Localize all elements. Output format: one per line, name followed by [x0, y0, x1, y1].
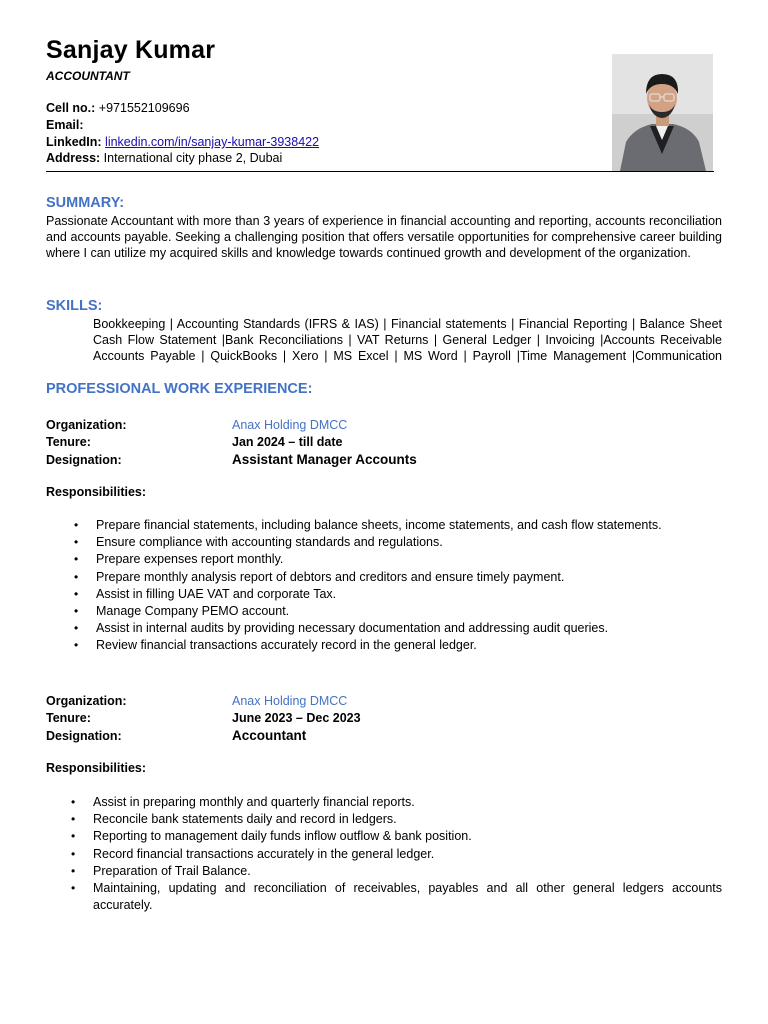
bullet-icon: • [71, 881, 76, 896]
bullet-icon: • [74, 569, 79, 584]
job2-tenure: June 2023 – Dec 2023 [232, 711, 361, 725]
responsibilities-label: Responsibilities: [46, 761, 147, 775]
header-divider [46, 171, 714, 172]
bullet-icon: • [74, 604, 79, 619]
list-item: • Prepare monthly analysis report of debtors and creditors and ensure timely payment. [96, 569, 722, 586]
skills-list [93, 316, 722, 364]
contact-email [46, 117, 84, 134]
linkedin-label: LinkedIn: [46, 135, 102, 149]
responsibilities-label: Responsibilities: [46, 485, 147, 499]
skills-heading: SKILLS: [46, 298, 103, 314]
address-label: Address: [46, 151, 101, 165]
list-item: • Prepare financial statements, including balance sheets, income statements, and cash flow statements. [96, 517, 722, 534]
designation-label: Designation: [46, 729, 122, 743]
job2-responsibilities [71, 794, 722, 914]
list-item: • Assist in filling UAE VAT and corporate Tax. [96, 586, 722, 603]
job1-tenure: Jan 2024 – till date [232, 435, 343, 449]
linkedin-link[interactable]: linkedin.com/in/sanjay-kumar-3938422 [105, 135, 320, 149]
list-item: • Review financial transactions accurately record in the general ledger. [96, 637, 722, 654]
list-item: • Maintaining, updating and reconciliation of receivables, payables and all other general ledgers accounts accurately. [71, 881, 722, 913]
bullet-icon: • [71, 863, 76, 878]
tenure-label: Tenure: [46, 435, 91, 449]
list-item: • Prepare expenses report monthly. [96, 551, 722, 568]
list-item: • Manage Company PEMO account. [96, 603, 722, 620]
bullet-icon: • [74, 621, 79, 636]
cell-value: +971552109696 [98, 101, 190, 115]
profile-photo-illustration [612, 54, 713, 171]
summary-heading: SUMMARY: [46, 195, 125, 211]
bullet-icon: • [74, 518, 79, 532]
bullet-icon: • [74, 638, 79, 653]
organization-label: Organization: [46, 694, 127, 708]
contact-linkedin [46, 134, 319, 151]
bullet-icon: • [71, 795, 76, 809]
list-item: • Preparation of Trail Balance. [93, 863, 722, 880]
skills-line: Cash Flow Statement |Bank Reconciliations | VAT Returns | General Ledger | Invoicing |Accounts Receivable [93, 333, 722, 347]
organization-label: Organization: [46, 418, 127, 432]
job1-responsibilities [74, 517, 722, 655]
list-item: • Ensure compliance with accounting standards and regulations. [96, 534, 722, 551]
contact-address [46, 150, 282, 167]
skills-line: Accounts Payable | QuickBooks | Xero | MS Excel | MS Word | Payroll |Time Management |Communication [93, 349, 722, 363]
list-item: • Assist in preparing monthly and quarterly financial reports. [93, 794, 722, 811]
designation-label: Designation: [46, 453, 122, 467]
candidate-title: ACCOUNTANT [46, 69, 130, 83]
list-item: • Record financial transactions accurately in the general ledger. [93, 846, 722, 863]
bullet-icon: • [74, 535, 79, 550]
summary-text: Passionate Accountant with more than 3 years of experience in financial accounting and reporting, accounts reconciliation and accounts payable. Seeking a challenging position that offers versatile opportunities for comprehensive career building where I can utilize my acquired skills and knowledge towards continued growth and development of the organization. [46, 214, 722, 260]
job2-organization: Anax Holding DMCC [232, 694, 348, 708]
job1-designation: Assistant Manager Accounts [232, 452, 417, 467]
list-item: • Reporting to management daily funds inflow outflow & bank position. [93, 828, 722, 845]
address-value: International city phase 2, Dubai [103, 151, 283, 165]
cell-label: Cell no.: [46, 101, 96, 115]
email-label: Email: [46, 118, 84, 132]
tenure-label: Tenure: [46, 711, 91, 725]
experience-heading: PROFESSIONAL WORK EXPERIENCE: [46, 381, 313, 397]
bullet-icon: • [74, 552, 79, 567]
list-item: • Assist in internal audits by providing necessary documentation and addressing audit queries. [96, 620, 722, 637]
bullet-icon: • [71, 812, 76, 827]
candidate-name: Sanjay Kumar [46, 36, 216, 64]
list-item: • Reconcile bank statements daily and record in ledgers. [93, 811, 722, 828]
bullet-icon: • [71, 846, 76, 861]
profile-photo [612, 54, 713, 171]
job2-designation: Accountant [232, 728, 307, 743]
bullet-icon: • [74, 586, 79, 601]
bullet-icon: • [71, 829, 76, 844]
job1-organization: Anax Holding DMCC [232, 418, 348, 432]
skills-line: Bookkeeping | Accounting Standards (IFRS & IAS) | Financial statements | Financial Reporting | Balance Sheet [93, 317, 722, 331]
contact-cell [46, 100, 190, 117]
